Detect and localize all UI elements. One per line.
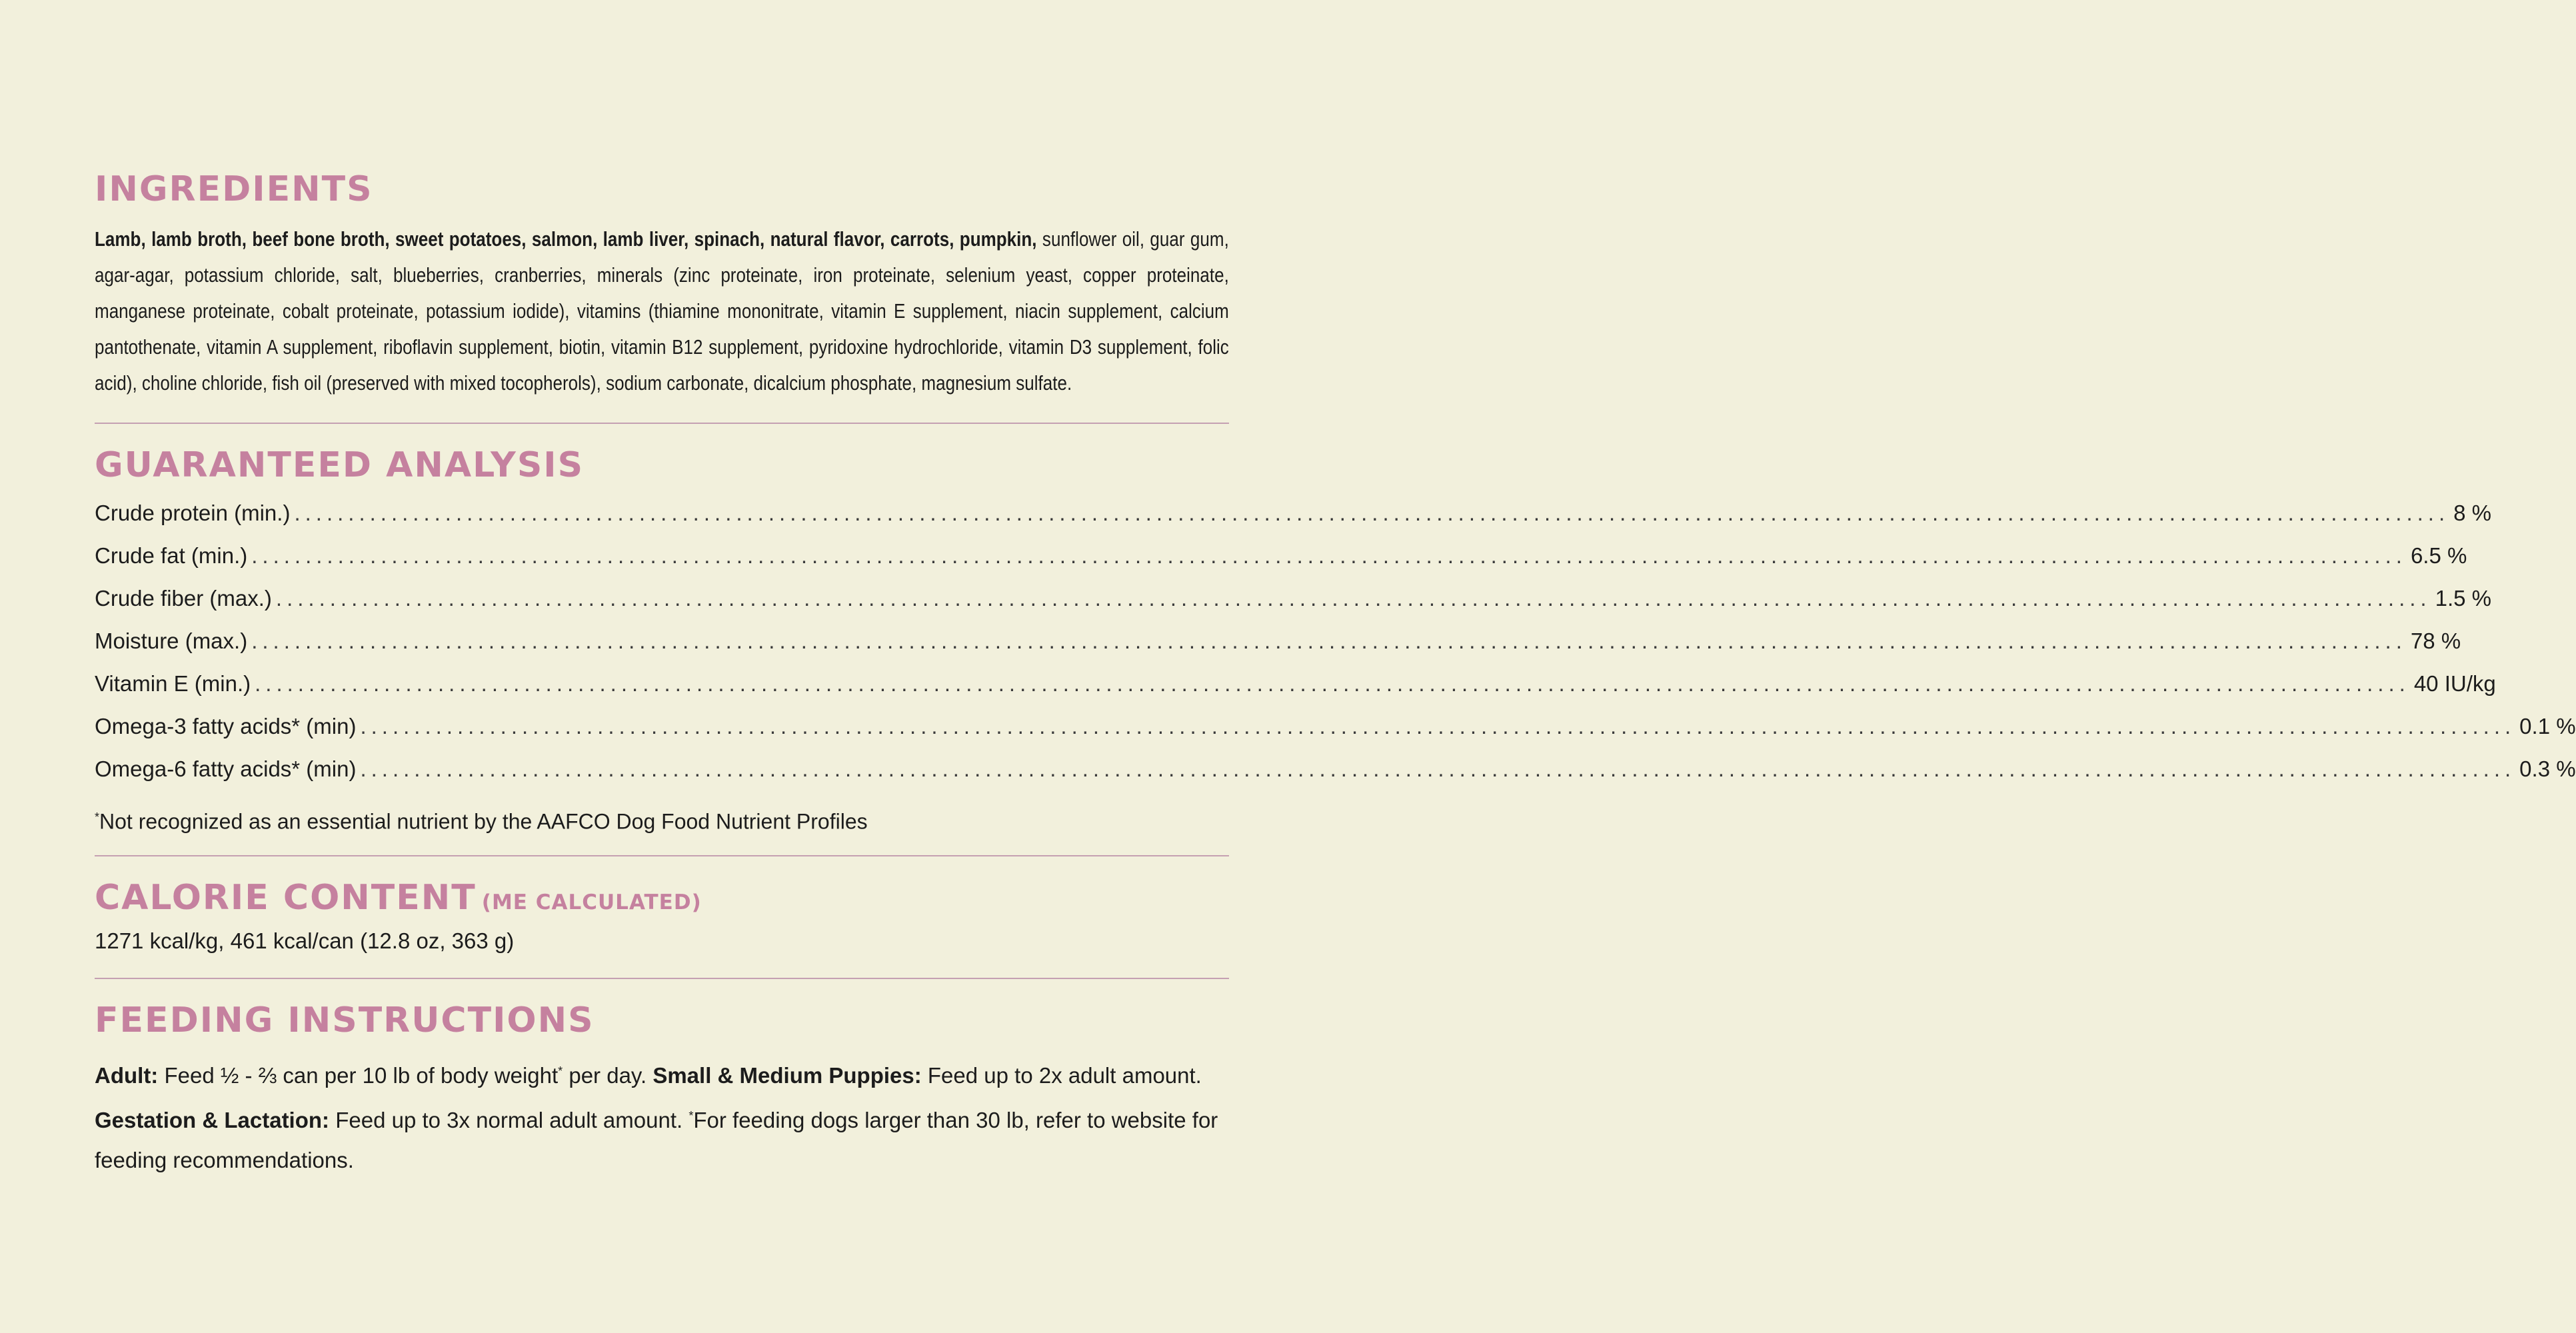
- analysis-label: Omega-6 fatty acids* (min): [95, 756, 357, 781]
- analysis-label: Crude fat (min.): [95, 543, 248, 568]
- feeding-footnote-mark: *: [688, 1108, 694, 1122]
- analysis-row: [95, 663, 2496, 705]
- analysis-footnote: [95, 802, 1229, 836]
- dot-leader: ........................................................................................................................................................................................................: [275, 586, 2431, 611]
- analysis-value: 0.3 %: [2519, 756, 2576, 781]
- analysis-row: [95, 748, 2576, 790]
- analysis-value: 78 %: [2410, 629, 2461, 653]
- analysis-label: Omega-3 fatty acids* (min): [95, 714, 357, 738]
- ingredients-rest: sunflower oil, guar gum, agar-agar, potassium chloride, salt, blueberries, cranberries, minerals (zinc proteinate, iron proteinate, selenium yeast, copper proteinate, manganese proteinate, cobalt proteinate, potassium iodide), vitamins (thiamine mononitrate, vitamin E supplement, niacin supplement, calcium pantothenate, vitamin A supplement, riboflavin supplement, biotin, vitamin B12 supplement, pyridoxine hydrochloride, vitamin D3 supplement, folic acid), choline chloride, fish oil (preserved with mixed tocopherols), sodium carbonate, dicalcium phosphate, magnesium sulfate.: [95, 227, 1229, 395]
- analysis-row: [95, 492, 2492, 535]
- analysis-value: 40 IU/kg: [2413, 671, 2496, 696]
- analysis-row: [95, 705, 2576, 748]
- analysis-value: 8 %: [2453, 501, 2492, 525]
- analysis-label: Vitamin E (min.): [95, 671, 251, 696]
- analysis-label: Crude protein (min.): [95, 501, 291, 525]
- analysis-row: [95, 620, 2461, 663]
- adult-text: Feed ½ - ⅔ can per 10 lb of body weight: [158, 1062, 559, 1088]
- analysis-value: 6.5 %: [2410, 543, 2467, 568]
- feeding-instructions-heading: FEEDING INSTRUCTIONS: [95, 1000, 595, 1040]
- analysis-label: Crude fiber (max.): [95, 586, 272, 611]
- divider: [95, 978, 1229, 979]
- analysis-label: Moisture (max.): [95, 629, 248, 653]
- analysis-table: [95, 492, 2576, 790]
- dot-leader: ........................................................................................................................................................................................................: [360, 714, 2516, 738]
- analysis-row: [95, 577, 2491, 620]
- footnote-mark: *: [95, 810, 100, 824]
- dot-leader: ........................................................................................................................................................................................................: [255, 671, 2410, 696]
- analysis-row: [95, 535, 2467, 577]
- dot-leader: ........................................................................................................................................................................................................: [251, 543, 2407, 568]
- footnote-text: Not recognized as an essential nutrient by the AAFCO Dog Food Nutrient Profiles: [99, 809, 868, 834]
- analysis-value: 1.5 %: [2435, 586, 2491, 611]
- calorie-subheading: (ME CALCULATED): [481, 890, 702, 914]
- dot-leader: ........................................................................................................................................................................................................: [360, 756, 2516, 781]
- dot-leader: ........................................................................................................................................................................................................: [251, 629, 2407, 653]
- ingredients-wrapper: [95, 221, 1229, 401]
- feeding-text: [95, 1051, 1229, 1180]
- adult-text-end: per day.: [563, 1062, 653, 1088]
- calorie-heading-text: CALORIE CONTENT: [95, 877, 477, 918]
- calorie-content-heading: [95, 877, 1229, 918]
- ingredients-main: Lamb, lamb broth, beef bone broth, sweet potatoes, salmon, lamb liver, spinach, natural flavor, carrots, pumpkin,: [95, 227, 1037, 251]
- puppies-text: Feed up to 2x adult amount.: [921, 1062, 1202, 1088]
- gestation-text: Feed up to 3x normal adult amount.: [329, 1107, 689, 1132]
- analysis-value: 0.1 %: [2519, 714, 2576, 738]
- puppies-label: Small & Medium Puppies:: [652, 1062, 922, 1088]
- divider: [95, 855, 1229, 856]
- ingredients-text: [95, 221, 1229, 401]
- guaranteed-analysis-heading: GUARANTEED ANALYSIS: [95, 445, 585, 485]
- gestation-label: Gestation & Lactation:: [95, 1107, 330, 1132]
- divider: [95, 423, 1229, 424]
- dot-leader: ........................................................................................................................................................................................................: [294, 501, 2450, 525]
- adult-mark: *: [558, 1064, 563, 1078]
- calorie-text: 1271 kcal/kg, 461 kcal/can (12.8 oz, 363 g): [95, 928, 515, 953]
- ingredients-heading: INGREDIENTS: [95, 169, 373, 209]
- feeding-footnote-text: For feeding dogs larger than 30 lb, refer to website for feeding recommendations.: [95, 1107, 1218, 1172]
- nutrition-panel: [95, 169, 2576, 1180]
- adult-label: Adult:: [95, 1062, 159, 1088]
